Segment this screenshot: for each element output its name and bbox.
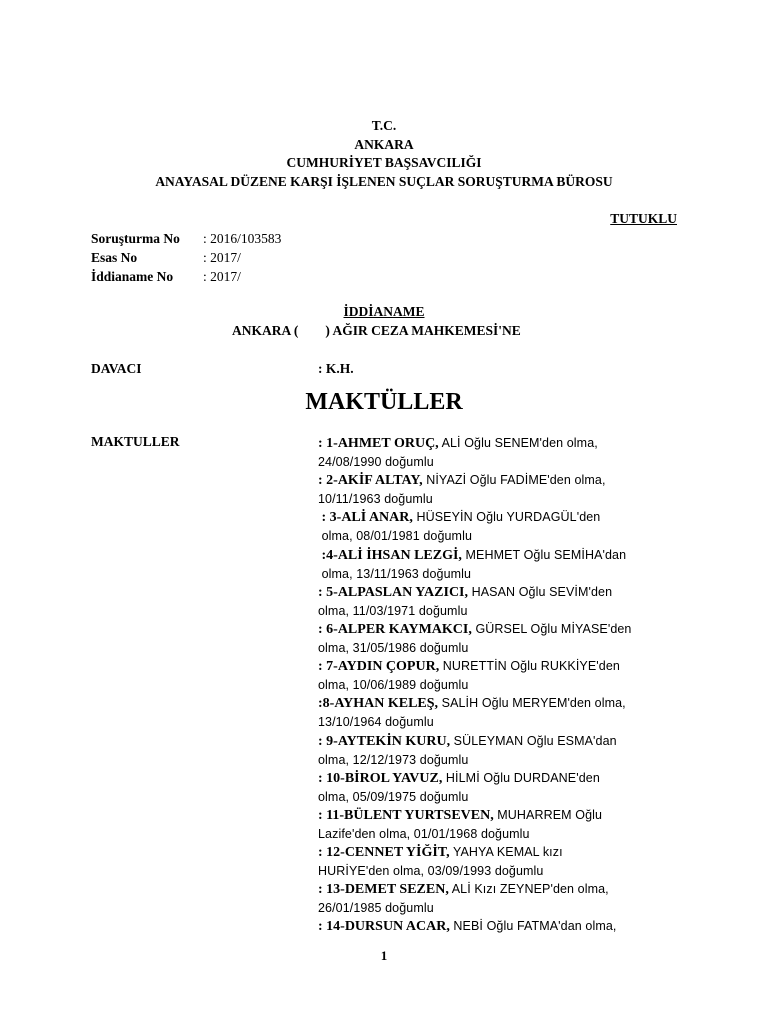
victim-birth: 13/10/1964 doğumlu <box>318 715 434 730</box>
victim-line <box>318 620 688 639</box>
meta-value: : 2017/ <box>203 250 241 265</box>
victim-name: :4-ALİ İHSAN LEZGİ, <box>318 547 462 563</box>
victim-line <box>318 843 688 862</box>
victim-birth: 24/08/1990 doğumlu <box>318 455 434 470</box>
victims-label: MAKTULLER <box>91 434 180 449</box>
document-title: İDDİANAME <box>343 304 425 319</box>
victim-birth: olma, 10/06/1989 doğumlu <box>318 678 469 693</box>
header-tc: T.C. <box>371 118 397 133</box>
victim-parentage: SALİH Oğlu MERYEM'den olma, <box>438 696 626 711</box>
victim-name: : 5-ALPASLAN YAZICI, <box>318 584 469 600</box>
victim-parentage: HİLMİ Oğlu DURDANE'den <box>442 770 600 785</box>
list-item <box>318 657 688 694</box>
header-city: ANKARA <box>354 136 414 152</box>
victim-birth: olma, 08/01/1981 doğumlu <box>318 529 472 544</box>
victim-line <box>318 471 688 490</box>
case-meta <box>91 229 281 286</box>
victim-name: : 12-CENNET YİĞİT, <box>318 845 450 861</box>
victim-name: :8-AYHAN KELEŞ, <box>318 696 439 712</box>
document-header <box>0 117 768 191</box>
victim-parentage: MEHMET Oğlu SEMİHA'dan <box>461 547 627 562</box>
victim-birth: olma, 11/03/1971 doğumlu <box>318 603 468 618</box>
header-office: CUMHURİYET BAŞSAVCILIĞI <box>286 155 482 170</box>
victim-birth: Lazife'den olma, 01/01/1968 doğumlu <box>318 826 530 841</box>
victim-line <box>318 769 688 788</box>
victim-parentage: NİYAZİ Oğlu FADİME'den olma, <box>422 473 606 488</box>
meta-label: İddianame No <box>91 269 174 284</box>
list-item <box>318 917 688 936</box>
victim-parentage: GÜRSEL Oğlu MİYASE'den <box>471 621 632 636</box>
victim-birth: HURİYE'den olma, 03/09/1993 doğumlu <box>318 864 544 879</box>
victim-name: : 7-AYDIN ÇOPUR, <box>318 659 440 675</box>
section-title: MAKTÜLLER <box>305 389 463 415</box>
list-item <box>318 434 688 471</box>
victim-birth: 26/01/1985 doğumlu <box>318 901 434 916</box>
victim-birth: olma, 31/05/1986 doğumlu <box>318 641 469 656</box>
victim-line <box>318 583 688 602</box>
victim-parentage: ALİ Oğlu SENEM'den olma, <box>438 436 598 450</box>
victim-list <box>318 434 688 937</box>
page-number: 1 <box>380 948 388 963</box>
victim-name: : 13-DEMET SEZEN, <box>318 882 449 898</box>
meta-label: Soruşturma No <box>91 231 180 246</box>
victim-parentage: SÜLEYMAN Oğlu ESMA'dan <box>450 733 617 748</box>
victim-parentage: HASAN Oğlu SEVİM'den <box>468 584 613 599</box>
victim-line <box>318 880 688 899</box>
victim-line <box>318 657 688 676</box>
meta-value: : 2017/ <box>203 269 241 284</box>
list-item <box>318 732 688 769</box>
list-item <box>318 880 688 917</box>
victim-name: : 2-AKİF ALTAY, <box>318 473 423 489</box>
victim-name: : 9-AYTEKİN KURU, <box>318 733 451 749</box>
meta-label: Esas No <box>91 250 138 265</box>
court-name: ANKARA ( ) AĞIR CEZA MAHKEMESİ'NE <box>232 323 521 338</box>
victim-parentage: ALİ Kızı ZEYNEP'den olma, <box>448 882 609 897</box>
header-bureau: ANAYASAL DÜZENE KARŞI İŞLENEN SUÇLAR SORUŞTURMA BÜROSU <box>155 173 613 189</box>
victim-birth: olma, 12/12/1973 doğumlu <box>318 752 469 767</box>
victim-line <box>318 806 688 825</box>
plaintiff-label: DAVACI <box>91 361 142 376</box>
list-item <box>318 769 688 806</box>
victim-name: : 6-ALPER KAYMAKCI, <box>318 621 472 637</box>
victim-parentage: NURETTİN Oğlu RUKKİYE'den <box>439 659 620 674</box>
list-item <box>318 843 688 880</box>
victim-parentage: NEBİ Oğlu FATMA'dan olma, <box>449 919 617 934</box>
victim-name: : 10-BİROL YAVUZ, <box>318 770 443 786</box>
victim-birth: olma, 13/11/1963 doğumlu <box>318 566 472 581</box>
plaintiff-value: : K.H. <box>318 361 354 376</box>
victim-birth: 10/11/1963 doğumlu <box>318 492 433 507</box>
list-item <box>318 471 688 508</box>
victim-line <box>318 694 688 713</box>
victim-parentage: MUHARREM Oğlu <box>493 807 603 822</box>
list-item <box>318 508 688 545</box>
victim-line <box>318 508 688 527</box>
victim-name: : 11-BÜLENT YURTSEVEN, <box>318 807 494 823</box>
victim-name: : 1-AHMET ORUÇ, <box>318 436 439 451</box>
meta-row-esas <box>91 248 281 267</box>
list-item <box>318 546 688 583</box>
status-label: TUTUKLU <box>610 211 677 226</box>
list-item <box>318 620 688 657</box>
victim-parentage: HÜSEYİN Oğlu YURDAGÜL'den <box>412 510 601 525</box>
victim-line <box>318 732 688 751</box>
victim-birth: olma, 05/09/1975 doğumlu <box>318 789 469 804</box>
victim-line <box>318 546 688 565</box>
victim-name: : 14-DURSUN ACAR, <box>318 919 450 935</box>
meta-row-iddianame <box>91 267 281 286</box>
list-item <box>318 694 688 731</box>
victim-line <box>318 434 688 453</box>
meta-row-sorusturma <box>91 229 281 248</box>
victim-line <box>318 917 688 936</box>
victim-name: : 3-ALİ ANAR, <box>318 510 413 526</box>
meta-value: : 2016/103583 <box>203 231 282 246</box>
list-item <box>318 806 688 843</box>
victim-parentage: YAHYA KEMAL kızı <box>449 845 563 860</box>
list-item <box>318 583 688 620</box>
